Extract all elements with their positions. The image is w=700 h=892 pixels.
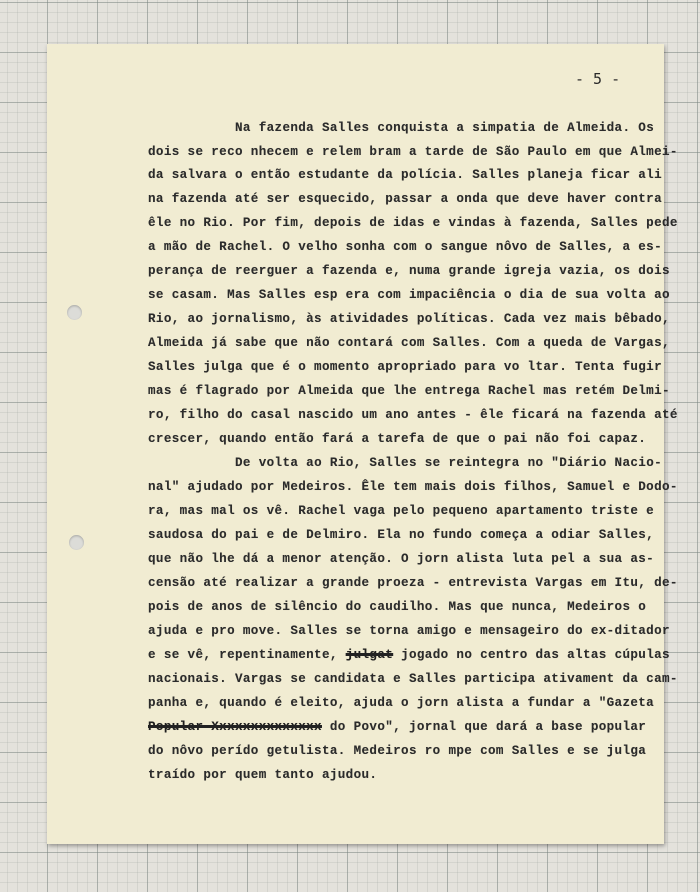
text-line: nal" ajudado por Medeiros. Êle tem mais dois filhos, Samuel e Dodo- — [148, 480, 678, 494]
text-line: do nôvo perído getulista. Medeiros ro mpe com Salles e se julga — [148, 744, 647, 758]
text-line: panha e, quando é eleito, ajuda o jorn alista a fundar a "Gazeta — [148, 696, 655, 710]
struck-word: julgat — [345, 648, 394, 662]
text-line: que não lhe dá a menor atenção. O jorn alista luta pel a sua as- — [148, 552, 655, 566]
text-segment: do Povo", jornal que dará a base popular — [329, 720, 647, 734]
text-line: se casam. Mas Salles esp era com impaciência o dia de sua volta ao — [148, 288, 670, 302]
text-line: na fazenda até ser esquecido, passar a onda que deve haver contra — [148, 192, 662, 206]
body-text — [47, 44, 678, 844]
text-line: pois de anos de silêncio do caudilho. Mas que nunca, Medeiros o — [148, 600, 647, 614]
text-line: perança de reerguer a fazenda e, numa grande igreja vazia, os dois — [148, 264, 670, 278]
text-line: De volta ao Rio, Salles se reintegra no "Diário Nacio- — [235, 456, 663, 470]
text-line: Na fazenda Salles conquista a simpatia de Almeida. Os — [235, 121, 655, 135]
page-number: - 5 - — [575, 70, 621, 88]
text-line: Rio, ao jornalismo, às atividades políticas. Cada vez mais bêbado, — [148, 312, 670, 326]
text-line — [148, 720, 646, 734]
text-segment: jogado no centro das altas cúpulas — [401, 648, 670, 662]
text-line: ro, filho do casal nascido um ano antes - êle ficará na fazenda até — [148, 408, 678, 422]
text-line: Almeida já sabe que não contará com Salles. Com a queda de Vargas, — [148, 336, 670, 350]
text-line: nacionais. Vargas se candidata e Salles participa ativament da cam- — [148, 672, 678, 686]
text-line: censão até realizar a grande proeza - entrevista Vargas em Itu, de- — [148, 576, 678, 590]
text-line: da salvara o então estudante da polícia. Salles planeja ficar ali — [148, 168, 662, 182]
text-line — [148, 648, 670, 662]
text-line: a mão de Rachel. O velho sonha com o sangue nôvo de Salles, a es- — [148, 240, 662, 254]
text-line: ajuda e pro move. Salles se torna amigo e mensageiro do ex-ditador — [148, 624, 670, 638]
text-line: êle no Rio. Por fim, depois de idas e vindas à fazenda, Salles pede — [148, 216, 678, 230]
typewritten-page — [47, 44, 678, 844]
text-line: saudosa do pai e de Delmiro. Ela no fundo começa a odiar Salles, — [148, 528, 655, 542]
text-line: Salles julga que é o momento apropriado para vo ltar. Tenta fugir — [148, 360, 662, 374]
text-line: crescer, quando então fará a tarefa de que o pai não foi capaz. — [148, 432, 647, 446]
text-segment: e se vê, repentinamente, — [148, 648, 338, 662]
text-line: ra, mas mal os vê. Rachel vaga pelo pequeno apartamento triste e — [148, 504, 655, 518]
text-line: dois se reco nhecem e relem bram a tarde de São Paulo em que Almei- — [148, 145, 678, 159]
struck-word: Popular Xxxxxxxxxxxxxx — [148, 720, 322, 734]
text-line: mas é flagrado por Almeida que lhe entrega Rachel mas retém Delmi- — [148, 384, 670, 398]
text-line: traído por quem tanto ajudou. — [148, 768, 378, 782]
